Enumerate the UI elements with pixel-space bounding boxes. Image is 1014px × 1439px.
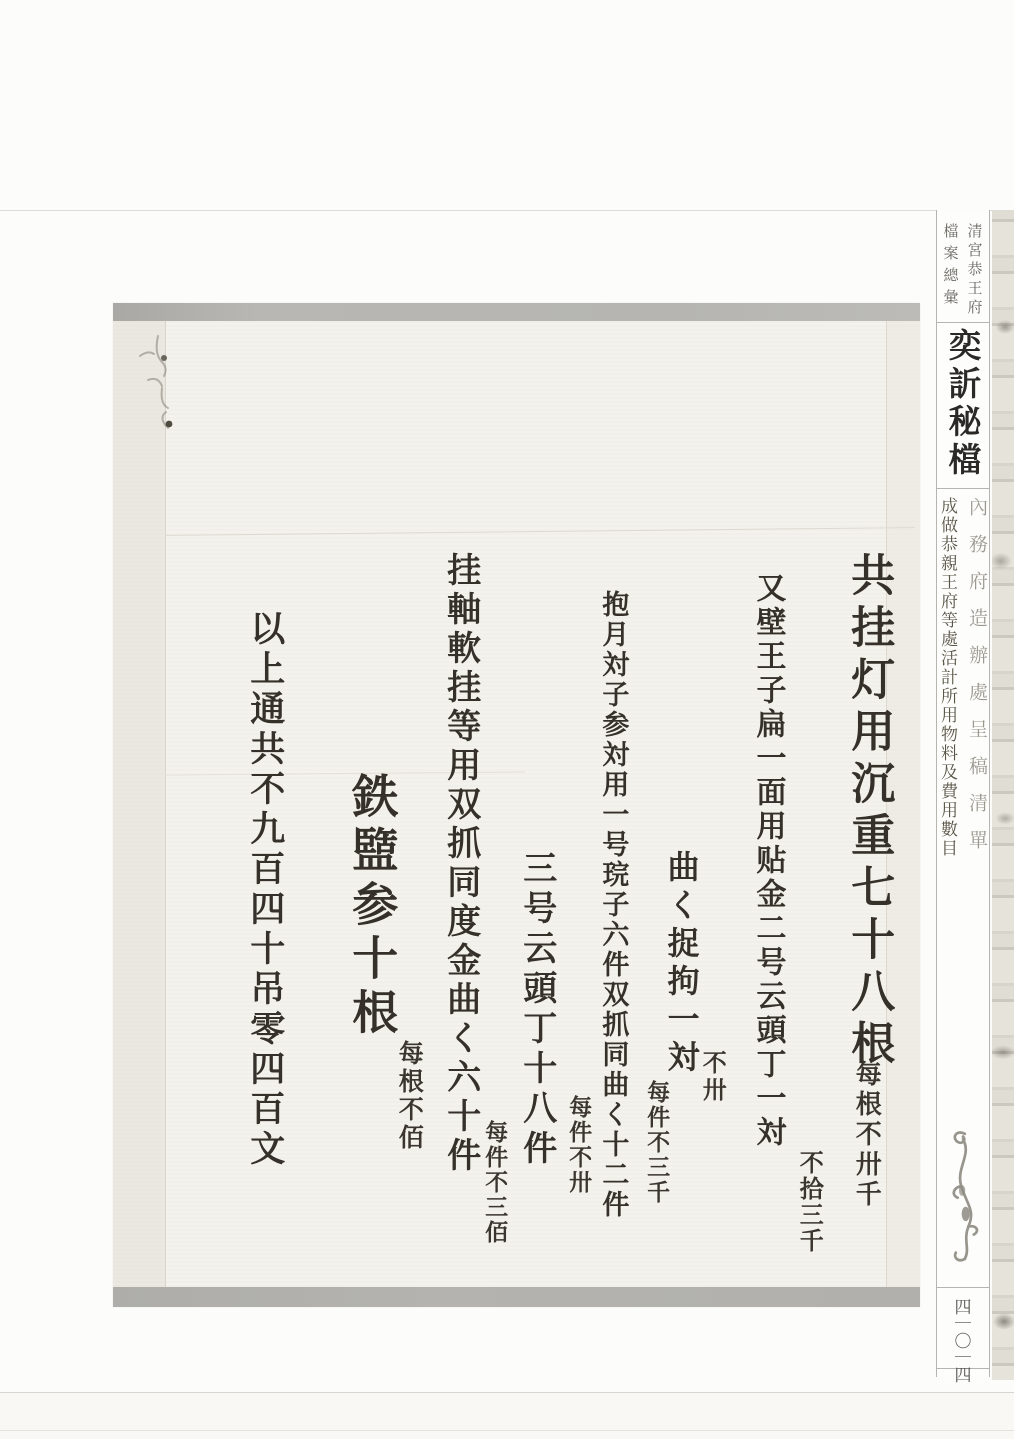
dragon-ornament-icon <box>937 1120 989 1274</box>
page-number-divider <box>955 1322 971 1323</box>
handwriting-column-6: 挂軸軟挂等用双抓同度金曲く六十件 <box>440 552 481 1176</box>
handwriting-column-4: 抱月対子参対用一号琓子六件双抓同曲く十二件 <box>597 590 629 1220</box>
cost-note-5: 每件不卅 <box>565 1095 593 1195</box>
series-name-right: 清宮恭王府 <box>965 223 984 318</box>
scan-strip-top <box>113 303 920 321</box>
bottom-rule-faint <box>0 1430 1014 1431</box>
paper-fold-band <box>113 321 166 1287</box>
ink-scribble <box>128 328 188 438</box>
handwriting-column-7: 鉄盬参十根 <box>345 772 400 1042</box>
cost-note-2: 不拾三千 <box>795 1150 825 1254</box>
book-title-box <box>937 323 989 489</box>
cost-note-7: 每根不佰 <box>395 1040 425 1152</box>
handwriting-column-5: 三号云頭丁十八件 <box>516 850 557 1170</box>
handwriting-column-2: 又壁王子扁一面用贴金二号云頭丁一対 <box>750 572 786 1150</box>
book-title: 奕訢秘檔 <box>943 328 983 480</box>
series-name-left: 檔案總彙 <box>941 223 960 311</box>
book-margin-sidebar <box>936 210 990 1386</box>
page-foot-zone <box>0 1393 1014 1439</box>
scan-strip-bottom <box>113 1287 920 1307</box>
document-caption-box <box>937 489 989 919</box>
caption-source: 內務府造辦處呈稿清單 <box>966 497 988 867</box>
manuscript-scan <box>113 303 920 1307</box>
cost-note-3: 不卅 <box>698 1050 728 1104</box>
handwriting-column-3: 曲く捉拘一対 <box>662 850 701 1078</box>
page-number <box>937 1287 989 1386</box>
top-rule <box>0 210 992 211</box>
cost-note-1: 每根不卅千 <box>851 1060 882 1210</box>
handwriting-column-8-total: 以上通共不九百四十吊零四百文 <box>244 610 286 1170</box>
bottom-rule <box>0 1392 1014 1393</box>
book-edge-texture <box>992 210 1014 1380</box>
handwriting-column-1: 共挂灯用沉重七十八根 <box>843 552 895 1072</box>
paper-crease <box>165 527 915 536</box>
page-number-digit: 〇 <box>954 1332 972 1352</box>
archive-series-box <box>937 210 989 323</box>
caption-subject: 成做恭親王府等處活計所用物料及費用數目 <box>937 497 957 858</box>
page-number-digit: 四 <box>954 1366 972 1386</box>
page-number-divider <box>955 1356 971 1357</box>
cost-note-6: 每件不三佰 <box>481 1120 509 1245</box>
cost-note-4: 每件不三千 <box>643 1080 671 1205</box>
page-number-digit: 四 <box>954 1298 972 1318</box>
